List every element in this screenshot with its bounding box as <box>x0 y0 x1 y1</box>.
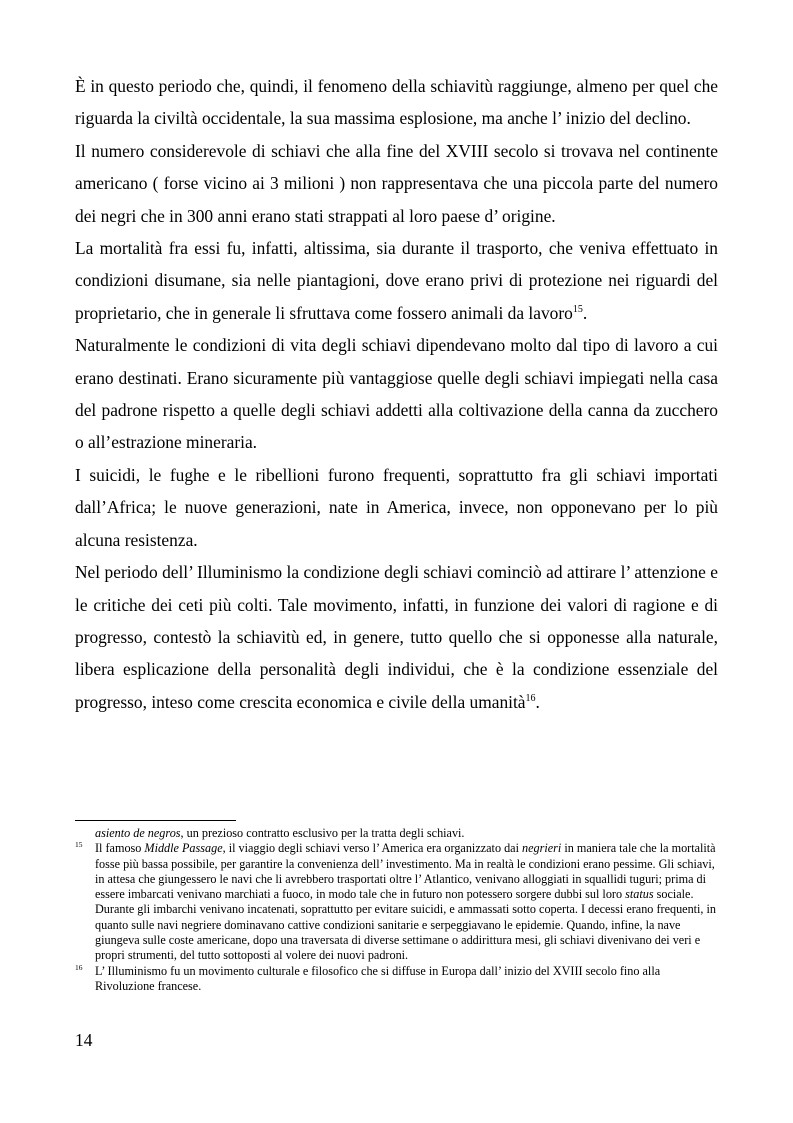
footnote-16 <box>75 964 718 995</box>
footnote-16-text: L’ Illuminismo fu un movimento culturale e filosofico che si diffuse in Europa dall’ inizio del XVIII secolo fino alla Rivoluzione francese. <box>95 963 661 993</box>
footnote-15-text-d: sociale. Durante gli imbarchi venivano incatenati, soprattutto per evitare suicidi, e ammassati sotto coperta. I decessi erano frequenti, in quanto sulle navi negriere dominavano cattive condizioni sanitarie e serpeggiavano le epidemie. Quando, infine, la nave giungeva sulle coste americane, dopo una traversata di diverse settimane o addirittura mesi, gli schiavi divenivano dei veri e propri strumenti, del tutto sottoposti al volere dei nuovi padroni. <box>95 887 717 963</box>
paragraph-5 <box>75 459 718 556</box>
footnote-15-italic-b: negrieri <box>522 841 562 856</box>
paragraph-6-end: . <box>535 691 540 712</box>
paragraph-2-text: Il numero considerevole di schiavi che alla fine del XVIII secolo si trovava nel continente americano ( forse vicino ai 3 milioni ) non rappresentava che una piccola parte del numero dei negri che in 300 anni erano stati strappati al loro paese d’ origine. <box>75 140 718 226</box>
footnote-15-italic-a: Middle Passage <box>144 841 223 856</box>
footnote-continuation <box>75 826 718 841</box>
footnote-15-text-a: Il famoso <box>95 841 145 856</box>
paragraph-3-end: . <box>582 302 588 323</box>
footnote-15 <box>75 841 718 963</box>
paragraph-3 <box>75 232 718 329</box>
page-number: 14 <box>75 1030 93 1050</box>
footnote-ref-15[interactable]: 15 <box>572 304 583 316</box>
footnotes <box>75 826 718 994</box>
footnote-15-text-b: , il viaggio degli schiavi verso l’ America era organizzato dai <box>222 841 523 856</box>
footnote-15-number: 15 <box>75 840 83 850</box>
paragraph-2 <box>75 135 718 232</box>
footnote-continuation-italic: asiento de negros <box>95 826 181 840</box>
paragraph-5-text: I suicidi, le fughe e le ribellioni furono frequenti, soprattutto fra gli schiavi importati dall’Africa; le nuove generazioni, nate in America, invece, non opponevano per lo più alcuna resistenza. <box>75 464 718 550</box>
footnote-15-italic-c: status <box>625 887 654 902</box>
footnote-16-number: 16 <box>75 962 83 972</box>
paragraph-3-text: La mortalità fra essi fu, infatti, altissima, sia durante il trasporto, che veniva effettuato in condizioni disumane, sia nelle piantagioni, dove erano privi di protezione nei riguardi del proprietario, che in generale li sfruttava come fossero animali da lavoro <box>75 238 718 323</box>
paragraph-4-text: Naturalmente le condizioni di vita degli schiavi dipendevano molto dal tipo di lavoro a cui erano destinati. Erano sicuramente più vantaggiose quelle degli schiavi impiegati nella casa del padrone rispetto a quelle degli schiavi addetti alla coltivazione della canna da zucchero o all’estrazione mineraria. <box>75 335 718 453</box>
paragraph-1-text: È in questo periodo che, quindi, il fenomeno della schiavitù raggiunge, almeno per quel che riguarda la civiltà occidentale, la sua massima esplosione, ma anche l’ inizio del declino. <box>75 76 718 129</box>
paragraph-6 <box>75 556 718 718</box>
body-text <box>75 70 718 718</box>
footnote-ref-16[interactable]: 16 <box>525 692 536 704</box>
footnote-separator <box>75 820 236 821</box>
paragraph-4 <box>75 329 718 459</box>
paragraph-1 <box>75 70 718 135</box>
footnote-15-text-c: in maniera tale che la mortalità fosse più bassa possibile, per garantire la convenienza dell’ investimento. Ma in realtà le condizioni erano pessime. Gli schiavi, in attesa che giungessero le navi che li avrebbero trasportati oltre l’ Atlantico, venivano alloggiati in squallidi tuguri; prima di essere imbarcati venivano marchiati a fuoco, in modo tale che in futuro non potessero sorgere dubbi sul loro <box>95 841 716 902</box>
footnote-continuation-text: , un prezioso contratto esclusivo per la tratta degli schiavi. <box>180 826 465 840</box>
paragraph-6-text: Nel periodo dell’ Illuminismo la condizione degli schiavi cominciò ad attirare l’ attenzione e le critiche dei ceti più colti. Tale movimento, infatti, in funzione dei valori di ragione e di progresso, contestò la schiavitù ed, in genere, tutto quello che si opponesse alla naturale, libera esplicazione della personalità degli individui, che è la condizione essenziale del progresso, inteso come crescita economica e civile della umanità <box>75 562 718 712</box>
